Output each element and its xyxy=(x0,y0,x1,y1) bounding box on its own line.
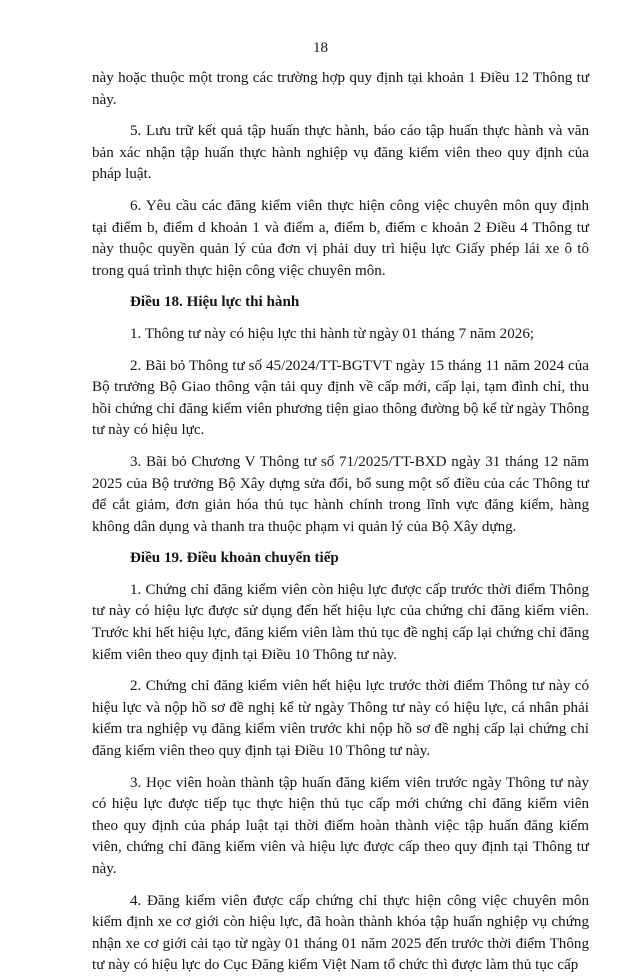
article-18-clause-3: 3. Bãi bỏ Chương V Thông tư số 71/2025/TT-BXD ngày 31 tháng 12 năm 2025 của Bộ trưởng Bộ Xây dựng sửa đổi, bổ sung một số điều của các Thông tư để cắt giảm, đơn giản hóa thủ tục hành chính trong lĩnh vực đăng kiểm, hàng không dân dụng và thanh tra thuộc phạm vi quản lý của Bộ Xây dựng. xyxy=(92,453,589,535)
article-19-clause-4: 4. Đăng kiểm viên được cấp chứng chỉ thực hiện công việc chuyên môn kiểm định xe cơ giới còn hiệu lực, đã hoàn thành khóa tập huấn nghiệp vụ chứng nhận xe cơ giới cải tạo từ ngày 01 tháng 01 năm 2025 đến trước thời điểm Thông tư này có hiệu lực do Cục Đăng kiểm Việt Nam tổ chức thì được làm thủ tục cấp xyxy=(92,892,589,974)
page-number: 18 xyxy=(312,40,329,56)
article-19-heading: Điều 19. Điều khoản chuyển tiếp xyxy=(130,550,339,567)
article-19-clause-3: 3. Học viên hoàn thành tập huấn đăng kiểm viên trước ngày Thông tư này có hiệu lực được tiếp tục thực hiện thủ tục cấp mới chứng chỉ đăng kiểm viên theo quy định của pháp luật tại thời điểm hoàn thành việc tập huấn đăng kiểm viên, chứng chỉ đăng kiểm viên và hiệu lực được cấp theo quy định tại Thông tư này. xyxy=(92,774,589,877)
article-18-heading: Điều 18. Hiệu lực thi hành xyxy=(130,294,300,311)
article-19-clause-2: 2. Chứng chỉ đăng kiểm viên hết hiệu lực trước thời điểm Thông tư này có hiệu lực và nộp hồ sơ đề nghị kể từ ngày Thông tư này có hiệu lực, cá nhân phải kiểm tra nghiệp vụ đăng kiểm viên trước khi nộp hồ sơ đề nghị cấp lại chứng chỉ đăng kiểm viên theo quy định tại Điều 10 Thông tư này. xyxy=(92,678,589,760)
article-18-clause-2: 2. Bãi bỏ Thông tư số 45/2024/TT-BGTVT ngày 15 tháng 11 năm 2024 của Bộ trưởng Bộ Giao thông vận tải quy định về cấp mới, cấp lại, tạm đình chỉ, thu hồi chứng chỉ đăng kiểm viên phương tiện giao thông đường bộ kể từ ngày Thông tư này có hiệu lực. xyxy=(92,357,589,439)
paragraph-item-5: 5. Lưu trữ kết quả tập huấn thực hành, báo cáo tập huấn thực hành và văn bản xác nhận tập huấn thực hành nghiệp vụ đăng kiểm viên theo quy định của pháp luật. xyxy=(92,123,589,183)
article-19-clause-1: 1. Chứng chỉ đăng kiểm viên còn hiệu lực được cấp trước thời điểm Thông tư này có hiệu lực được sử dụng đến hết hiệu lực của chứng chỉ đăng kiểm viên. Trước khi hết hiệu lực, đăng kiểm viên làm thủ tục đề nghị cấp lại chứng chỉ đăng kiểm viên theo quy định tại Điều 10 Thông tư này. xyxy=(92,581,589,663)
paragraph-item-6: 6. Yêu cầu các đăng kiểm viên thực hiện công việc chuyên môn quy định tại điểm b, điểm d khoản 1 và điểm a, điểm b, điểm c khoản 2 Điều 4 Thông tư này thuộc quyền quản lý của đơn vị phải duy trì hiệu lực Giấy phép lái xe ô tô trong quá trình thực hiện công việc chuyên môn. xyxy=(92,197,589,279)
article-18-clause-1: 1. Thông tư này có hiệu lực thi hành từ ngày 01 tháng 7 năm 2026; xyxy=(130,325,535,342)
paragraph-continuation: này hoặc thuộc một trong các trường hợp quy định tại khoản 1 Điều 12 Thông tư này. xyxy=(92,70,589,108)
